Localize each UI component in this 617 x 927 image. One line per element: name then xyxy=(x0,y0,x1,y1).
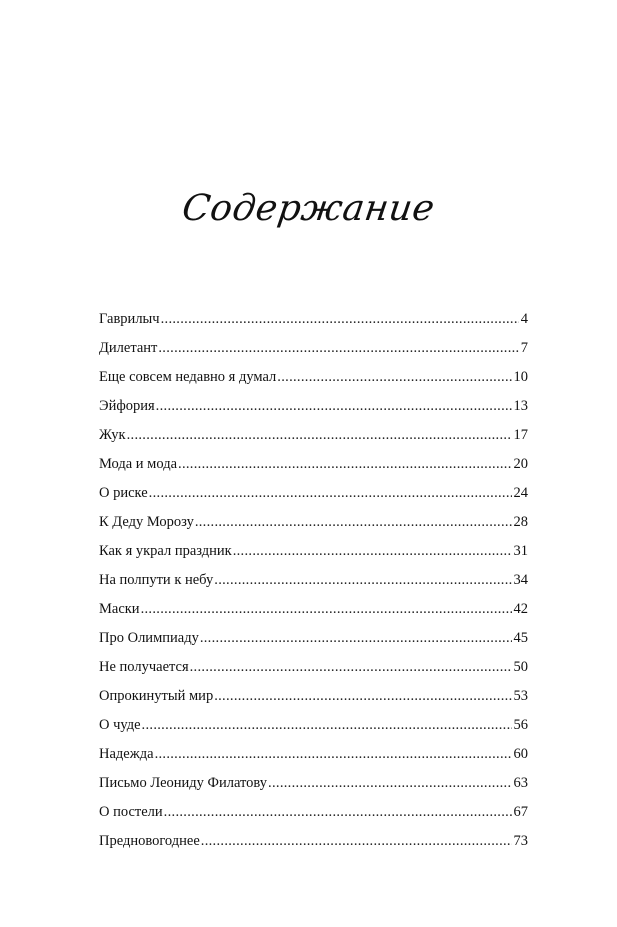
toc-page-number: 56 xyxy=(513,717,528,733)
toc-page-number: 63 xyxy=(513,775,528,791)
toc-entry xyxy=(99,453,528,482)
toc-entry-title: Маски xyxy=(99,601,140,617)
toc-page-number: 60 xyxy=(513,746,528,762)
dot-leader xyxy=(201,830,512,852)
toc-entry xyxy=(99,656,528,685)
toc-page-number: 28 xyxy=(513,514,528,530)
toc-entry-title: Опрокинутый мир xyxy=(99,688,214,704)
dot-leader xyxy=(141,598,512,620)
toc-page-number: 50 xyxy=(513,659,528,675)
dot-leader xyxy=(200,627,512,649)
toc-entry-title: Гаврилыч xyxy=(99,311,160,327)
toc-entry xyxy=(99,598,528,627)
toc-page-number: 53 xyxy=(513,688,528,704)
toc-entry xyxy=(99,540,528,569)
toc-entry xyxy=(99,308,528,337)
toc-page-number: 73 xyxy=(513,833,528,849)
toc-page-number: 10 xyxy=(513,369,528,385)
toc-entry xyxy=(99,772,528,801)
toc-entry-title: Жук xyxy=(99,427,126,443)
toc-entry-title: Дилетант xyxy=(99,340,158,356)
dot-leader xyxy=(164,801,512,823)
toc-page-number: 67 xyxy=(513,804,528,820)
toc-entry xyxy=(99,743,528,772)
toc-entry-title: К Деду Морозу xyxy=(99,514,194,530)
dot-leader xyxy=(190,656,512,678)
toc-page-number: 42 xyxy=(513,601,528,617)
toc-entry xyxy=(99,366,528,395)
dot-leader xyxy=(178,453,511,475)
toc-entry xyxy=(99,424,528,453)
dot-leader xyxy=(142,714,512,736)
dot-leader xyxy=(195,511,512,533)
toc-entry-title: Эйфория xyxy=(99,398,155,414)
dot-leader xyxy=(127,424,512,446)
toc-entry xyxy=(99,337,528,366)
toc-entry-title: На полпути к небу xyxy=(99,572,214,588)
toc-entry xyxy=(99,627,528,656)
toc-entry-title: Письмо Леониду Филатову xyxy=(99,775,268,791)
toc-entry-title: О чуде xyxy=(99,717,141,733)
toc-heading: Содержание xyxy=(179,188,438,229)
toc-entry xyxy=(99,714,528,743)
dot-leader xyxy=(214,569,511,591)
toc-entry xyxy=(99,801,528,830)
toc-page-number: 13 xyxy=(513,398,528,414)
toc-entry xyxy=(99,830,528,859)
toc-entry-title: Как я украл праздник xyxy=(99,543,232,559)
toc-page-number: 34 xyxy=(513,572,528,588)
toc-page-number: 24 xyxy=(513,485,528,501)
dot-leader xyxy=(161,308,519,330)
dot-leader xyxy=(233,540,512,562)
toc-entry xyxy=(99,511,528,540)
toc-entry-title: О риске xyxy=(99,485,148,501)
dot-leader xyxy=(155,743,512,765)
toc-page-number: 4 xyxy=(520,311,528,327)
dot-leader xyxy=(158,337,518,359)
toc-page-number: 17 xyxy=(513,427,528,443)
table-of-contents xyxy=(99,308,528,859)
toc-page-number: 20 xyxy=(513,456,528,472)
toc-entry xyxy=(99,685,528,714)
toc-entry xyxy=(99,395,528,424)
dot-leader xyxy=(214,685,511,707)
dot-leader xyxy=(156,395,512,417)
dot-leader xyxy=(277,366,511,388)
toc-page-number: 7 xyxy=(520,340,528,356)
toc-entry-title: Надежда xyxy=(99,746,154,762)
toc-entry-title: Еще совсем недавно я думал xyxy=(99,369,277,385)
toc-page-number: 45 xyxy=(513,630,528,646)
toc-entry-title: Не получается xyxy=(99,659,189,675)
toc-entry xyxy=(99,482,528,511)
toc-entry-title: Мода и мода xyxy=(99,456,178,472)
dot-leader xyxy=(268,772,511,794)
toc-page-number: 31 xyxy=(513,543,528,559)
toc-entry xyxy=(99,569,528,598)
toc-entry-title: Предновогоднее xyxy=(99,833,200,849)
toc-entry-title: О постели xyxy=(99,804,163,820)
dot-leader xyxy=(149,482,512,504)
toc-entry-title: Про Олимпиаду xyxy=(99,630,199,646)
